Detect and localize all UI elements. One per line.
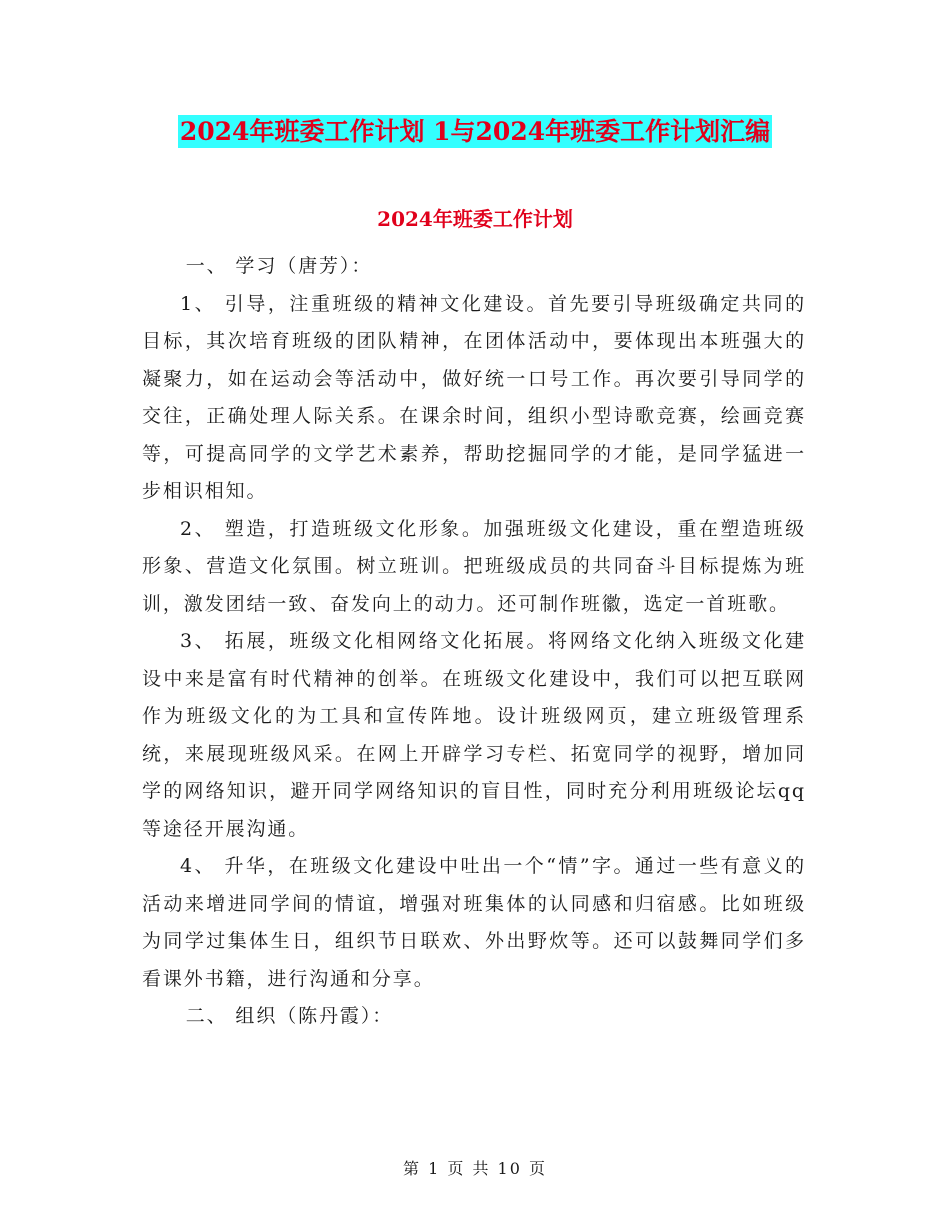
document-title	[0, 112, 950, 148]
document-title-text: 2024年班委工作计划 1与2024年班委工作计划汇编	[179, 117, 771, 146]
paragraph-item-1: 1、 引导，注重班级的精神文化建设。首先要引导班级确定共同的目标，其次培育班级的团队精神，在团体活动中，要体现出本班强大的凝聚力，如在运动会等活动中，做好统一口号工作。再次要引导同学的交往，正确处理人际关系。在课余时间，组织小型诗歌竞赛，绘画竞赛等，可提高同学的文学艺术素养，帮助挖掘同学的才能，是同学猛进一步相识相知。	[142, 292, 806, 502]
paragraph-item-3: 3、 拓展，班级文化相网络文化拓展。将网络文化纳入班级文化建设中来是富有时代精神的创举。在班级文化建设中，我们可以把互联网作为班级文化的为工具和宣传阵地。设计班级网页，建立班级管理系统，来展现班级风采。在网上开辟学习专栏、拓宽同学的视野，增加同学的网络知识，避开同学网络知识的盲目性，同时充分利用班级论坛qq等途径开展沟通。	[142, 630, 806, 840]
document-body	[142, 248, 806, 1036]
paragraph-item-4: 4、 升华，在班级文化建设中吐出一个“情”字。通过一些有意义的活动来增进同学间的情谊，增强对班集体的认同感和归宿感。比如班级为同学过集体生日，组织节日联欢、外出野炊等。还可以鼓舞同学们多看课外书籍，进行沟通和分享。	[142, 855, 806, 990]
paragraph-item-2: 2、 塑造，打造班级文化形象。加强班级文化建设，重在塑造班级形象、营造文化氛围。树立班训。把班级成员的共同奋斗目标提炼为班训，激发团结一致、奋发向上的动力。还可制作班徽，选定一首班歌。	[142, 517, 806, 615]
section-title: 2024年班委工作计划	[377, 207, 573, 231]
section-heading-study: 一、 学习（唐芳）：	[185, 255, 373, 277]
section-heading-organization: 二、 组织（陈丹霞）：	[185, 1005, 394, 1027]
page-footer: 第 1 页 共 10 页	[403, 1159, 547, 1178]
